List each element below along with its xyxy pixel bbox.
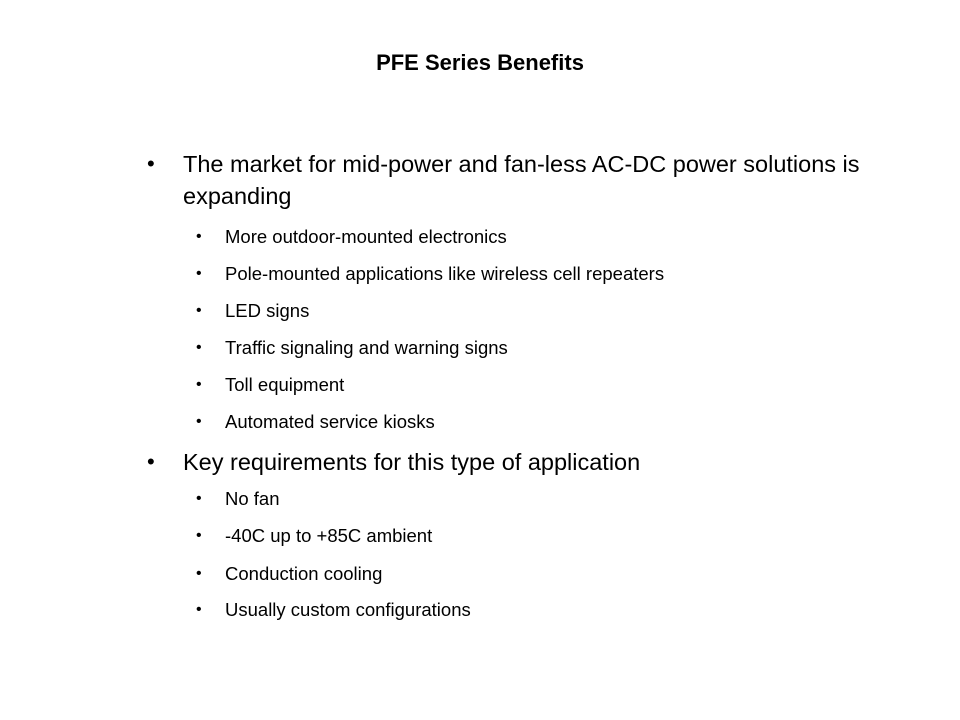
point-text: The market for mid-power and fan-less AC-DC power solutions is expanding bbox=[183, 151, 860, 209]
sub-bullet-icon: • bbox=[196, 527, 202, 544]
subpoint-text: Toll equipment bbox=[225, 374, 345, 395]
subpoint-text: -40C up to +85C ambient bbox=[225, 525, 433, 546]
subpoint-text: Usually custom configurations bbox=[225, 599, 471, 620]
subpoint-text: Automated service kiosks bbox=[225, 411, 435, 432]
sub-bullet-icon: • bbox=[196, 601, 202, 618]
sub-bullet-icon: • bbox=[196, 302, 202, 319]
sub-bullet-icon: • bbox=[196, 265, 202, 282]
point-text: Key requirements for this type of application bbox=[183, 449, 641, 475]
sub-bullet-icon: • bbox=[196, 565, 202, 582]
sub-bullet-icon: • bbox=[196, 490, 202, 507]
sub-bullet-icon: • bbox=[196, 376, 202, 393]
subpoint-text: More outdoor-mounted electronics bbox=[225, 226, 507, 247]
subpoint-text: Conduction cooling bbox=[225, 563, 383, 584]
sub-bullet-icon: • bbox=[196, 228, 202, 245]
bullet-icon: • bbox=[147, 449, 155, 474]
subpoint-text: Traffic signaling and warning signs bbox=[225, 337, 508, 358]
subpoint-text: No fan bbox=[225, 488, 280, 509]
sub-bullet-icon: • bbox=[196, 339, 202, 356]
bullet-icon: • bbox=[147, 151, 155, 176]
sub-bullet-icon: • bbox=[196, 413, 202, 430]
subpoint-text: LED signs bbox=[225, 300, 310, 321]
subpoint-text: Pole-mounted applications like wireless cell repeaters bbox=[225, 263, 665, 284]
slide-title: PFE Series Benefits bbox=[376, 50, 584, 75]
